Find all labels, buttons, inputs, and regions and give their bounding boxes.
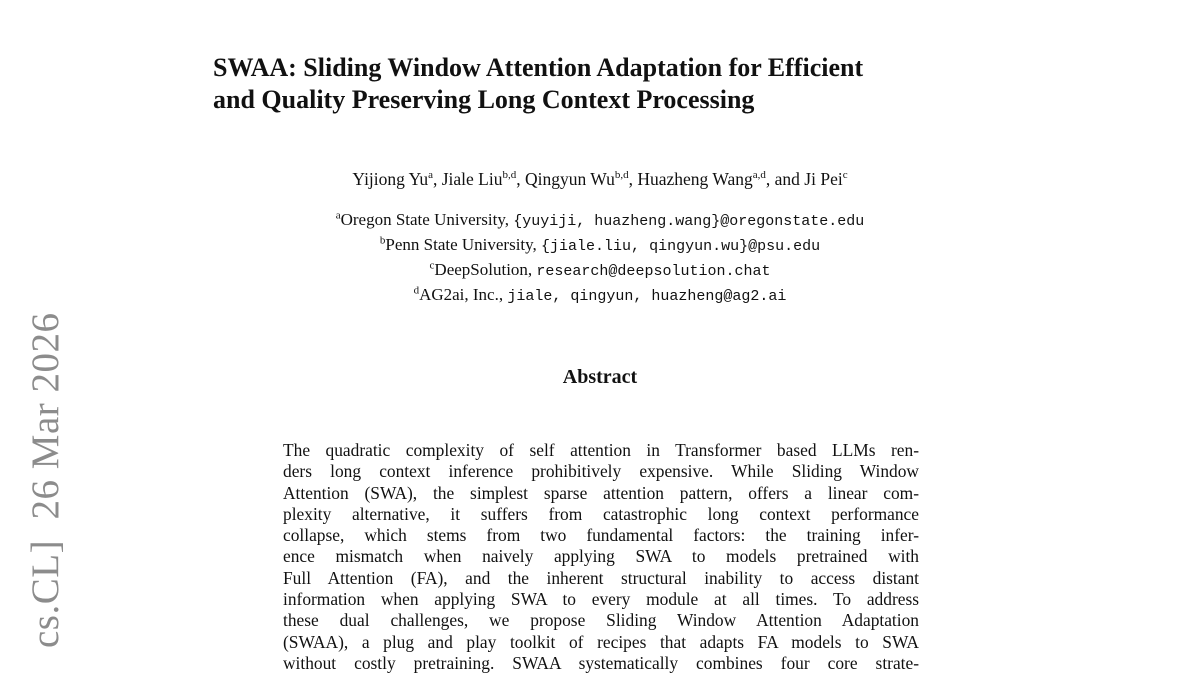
- affiliation-mark: a: [335, 209, 341, 222]
- author-affiliation-mark: b,d: [614, 169, 629, 182]
- arxiv-side-stamp: cs.CL] 26 Mar 2026: [24, 312, 67, 648]
- abstract-body: [283, 440, 923, 674]
- abstract-line: Attention (SWA), the simplest sparse attention pattern, offers a linear com-: [283, 482, 919, 503]
- abstract-line: these dual challenges, we propose Sliding Window Attention Adaptation: [283, 610, 919, 631]
- affiliation-mark: d: [413, 284, 420, 297]
- author-name: Jiale Liu: [441, 169, 503, 189]
- author-name: Huazheng Wang: [637, 169, 753, 189]
- abstract-heading: Abstract: [562, 366, 638, 388]
- abstract-line: without costly pretraining. SWAA systematically combines four core strate-: [283, 652, 919, 673]
- author-affiliation-mark: a,d: [752, 169, 766, 182]
- affiliation-email: research@deepsolution.chat: [536, 263, 771, 280]
- affiliation-mark: c: [429, 259, 435, 272]
- affiliation-org: Oregon State University,: [340, 210, 514, 229]
- author-affiliation-mark: b,d: [502, 169, 517, 182]
- author-list: Yijiong Yu$^a$, Jiale Liu$^{b,d}$, Qingyun Wu$^{b,d}$, Huazheng Wang$^{a,d}$, and Ji Pei$^c$: [352, 169, 848, 189]
- affiliation-org: DeepSolution,: [434, 260, 537, 279]
- affiliation-email: {yuyiji, huazheng.wang}@oregonstate.edu: [513, 213, 865, 230]
- abstract-line: collapse, which stems from two fundamental factors: the training infer-: [283, 525, 919, 546]
- affiliation-org: Penn State University,: [385, 235, 542, 254]
- author-affiliation-mark: a: [428, 169, 433, 182]
- affiliation-line: [0, 208, 1200, 233]
- author-name: Yijiong Yu: [352, 169, 429, 189]
- abstract-line: information when applying SWA to every module at all times. To address: [283, 589, 919, 610]
- abstract-line: The quadratic complexity of self attention in Transformer based LLMs ren-: [283, 440, 919, 460]
- affiliation-list: [0, 208, 1200, 308]
- affiliation-org: AG2ai, Inc.,: [419, 285, 508, 304]
- abstract-line: Full Attention (FA), and the inherent structural inability to access distant: [283, 567, 919, 588]
- affiliation-line: [0, 233, 1200, 258]
- author-name: Qingyun Wu: [524, 169, 615, 189]
- title-line-1: SWAA: Sliding Window Attention Adaptation for Efficient: [213, 53, 864, 82]
- author-name: Ji Pei: [804, 169, 843, 189]
- affiliation-email: {jiale.liu, qingyun.wu}@psu.edu: [541, 238, 821, 255]
- title-line-2: and Quality Preserving Long Context Processing: [213, 85, 755, 114]
- author-affiliation-mark: c: [842, 169, 848, 182]
- abstract-line: (SWAA), a plug and play toolkit of recipes that adapts FA models to SWA: [283, 631, 919, 652]
- affiliation-line: [0, 283, 1200, 308]
- affiliation-mark: b: [379, 234, 386, 247]
- abstract-line: ders long context inference prohibitively expensive. While Sliding Window: [283, 461, 919, 482]
- paper-title: [213, 52, 1013, 116]
- abstract-line: plexity alternative, it suffers from catastrophic long context performance: [283, 503, 919, 524]
- affiliation-email: jiale, qingyun, huazheng@ag2.ai: [507, 288, 787, 305]
- abstract-line: ence mismatch when naively applying SWA to models pretrained with: [283, 546, 919, 567]
- affiliation-line: [0, 258, 1200, 283]
